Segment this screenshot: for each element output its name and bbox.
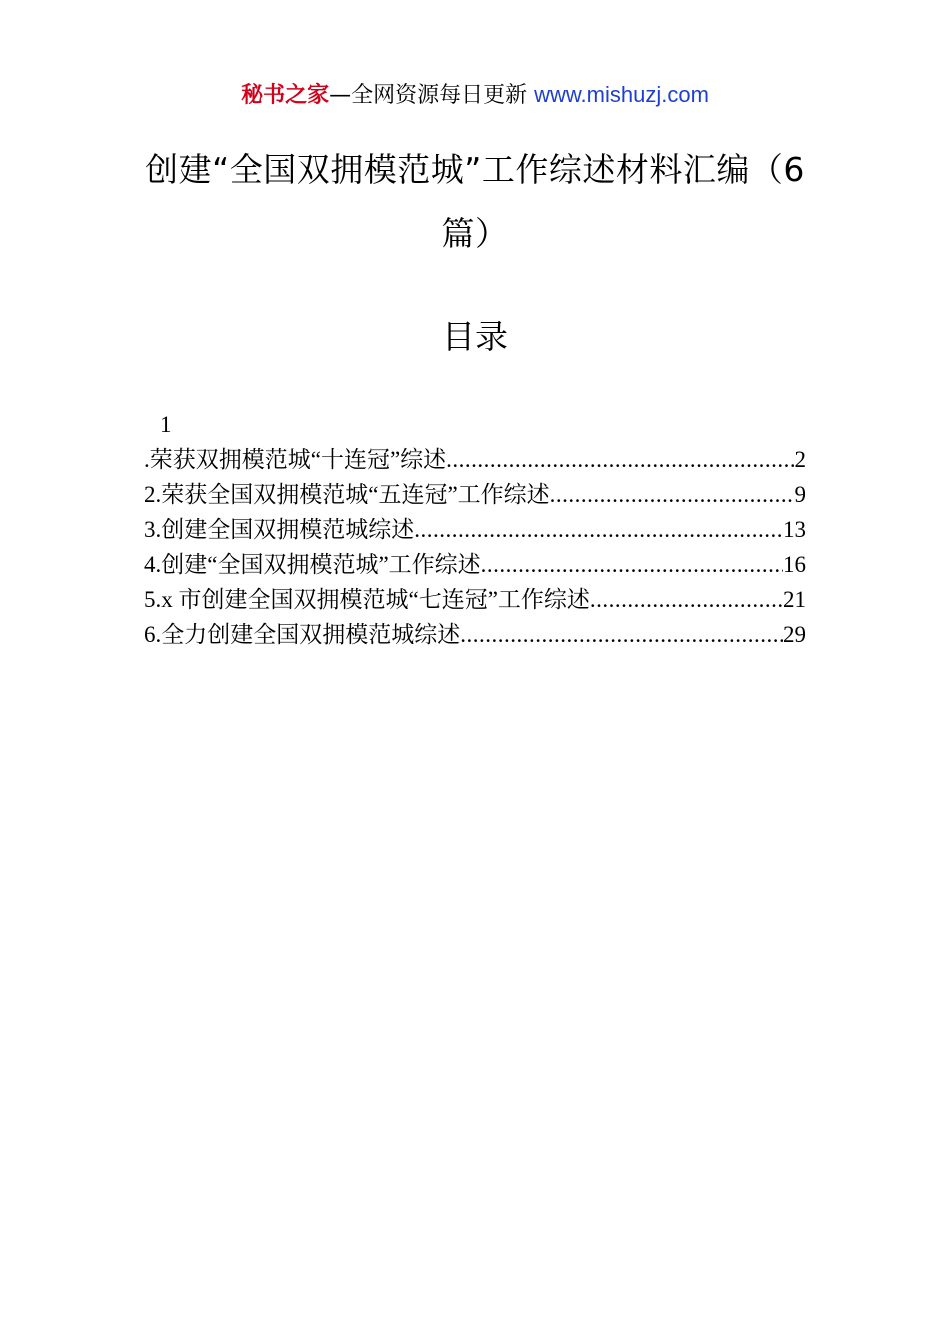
toc-entry-page: 21 (783, 587, 806, 612)
toc-entry-page: 29 (783, 622, 806, 647)
toc-entry[interactable] (144, 547, 806, 582)
table-of-contents (144, 408, 806, 652)
site-banner (0, 80, 950, 111)
toc-entry-title: 6.全力创建全国双拥模范城综述 (144, 622, 461, 647)
toc-dot-leader (446, 442, 794, 477)
banner-tagline: —全网资源每日更新 (329, 83, 528, 108)
toc-first-item-number: 1 (160, 412, 172, 437)
toc-entry-title: 2.荣获全国双拥模范城“五连冠”工作综述 (144, 482, 550, 507)
document-title: 创建“全国双拥模范城”工作综述材料汇编（6篇） (145, 150, 805, 253)
toc-entry-page: 2 (794, 447, 806, 472)
toc-entry-page: 9 (794, 482, 806, 507)
toc-entry[interactable] (144, 477, 806, 512)
toc-heading: 目录 (442, 317, 508, 356)
toc-entry-title: 5.x 市创建全国双拥模范城“七连冠”工作综述 (144, 587, 590, 612)
toc-entry[interactable] (144, 617, 806, 652)
toc-dot-leader (481, 547, 783, 582)
toc-entry[interactable] (144, 442, 806, 477)
toc-entry-title: 3.创建全国双拥模范城综述 (144, 517, 415, 542)
toc-entry-title: 4.创建“全国双拥模范城”工作综述 (144, 552, 481, 577)
toc-entry[interactable] (144, 512, 806, 547)
toc-entry-page: 13 (783, 517, 806, 542)
toc-entry-page: 16 (783, 552, 806, 577)
brand-name: 秘书之家 (241, 83, 330, 108)
site-url-link[interactable]: www.mishuzj.com (534, 82, 709, 107)
toc-dot-leader (550, 477, 795, 512)
toc-dot-leader (590, 582, 783, 617)
toc-entry[interactable] (144, 582, 806, 617)
toc-dot-leader (460, 617, 783, 652)
toc-entry-title: .荣获双拥模范城“十连冠”综述 (144, 447, 447, 472)
toc-dot-leader (414, 512, 783, 547)
